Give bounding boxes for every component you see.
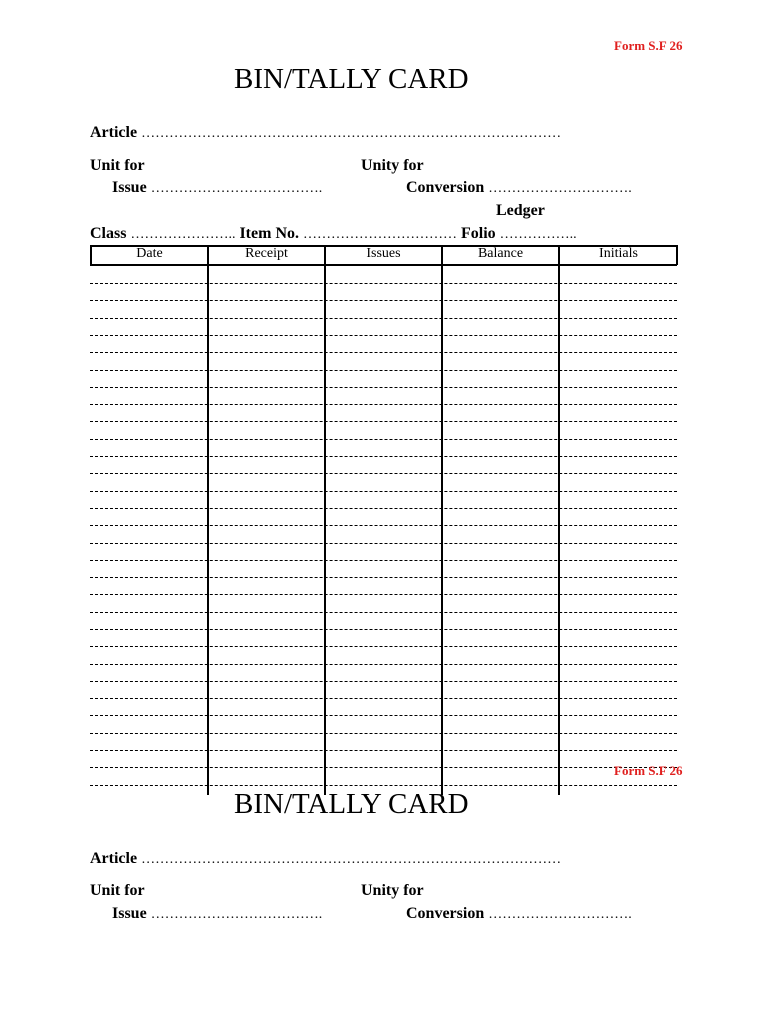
card-title-second: BIN/TALLY CARD	[234, 788, 469, 820]
table-row[interactable]	[90, 577, 677, 578]
article-label: Article	[90, 850, 138, 867]
unity-for-label-second: Unity for	[361, 882, 424, 899]
table-row[interactable]	[90, 491, 677, 492]
issue-field[interactable]: ……………………………….	[150, 181, 323, 196]
article-field[interactable]: ………………………………………………………………………………	[141, 126, 562, 141]
table-row[interactable]	[90, 612, 677, 613]
table-row[interactable]	[90, 387, 677, 388]
class-field[interactable]: …………………..	[130, 227, 236, 242]
issue-row	[112, 179, 322, 197]
table-row[interactable]	[90, 560, 677, 561]
table-row[interactable]	[90, 681, 677, 682]
unit-for-label-second: Unit for	[90, 882, 145, 899]
table-row[interactable]	[90, 404, 677, 405]
table-row[interactable]	[90, 525, 677, 526]
table-row[interactable]	[90, 646, 677, 647]
form-code-second: Form S.F 26	[614, 763, 683, 778]
column-divider	[676, 245, 678, 265]
table-row[interactable]	[90, 785, 677, 786]
column-divider	[90, 245, 92, 265]
issue-field[interactable]: ……………………………….	[150, 907, 323, 922]
table-row[interactable]	[90, 594, 677, 595]
issue-label: Issue	[112, 905, 147, 922]
table-row[interactable]	[90, 508, 677, 509]
issue-label: Issue	[112, 179, 147, 196]
table-row[interactable]	[90, 750, 677, 751]
column-divider	[558, 245, 560, 795]
table-row[interactable]	[90, 715, 677, 716]
table-row[interactable]	[90, 733, 677, 734]
article-row-second	[90, 850, 561, 868]
table-row[interactable]	[90, 767, 677, 768]
ledger-label: Ledger	[496, 202, 545, 219]
column-divider	[441, 245, 443, 795]
table-header-rule	[90, 264, 677, 266]
table-row[interactable]	[90, 698, 677, 699]
table-row[interactable]	[90, 629, 677, 630]
column-header-balance: Balance	[477, 246, 524, 261]
table-row[interactable]	[90, 335, 677, 336]
table-row[interactable]	[90, 300, 677, 301]
conversion-label: Conversion	[406, 179, 485, 196]
table-row[interactable]	[90, 473, 677, 474]
column-divider	[324, 245, 326, 795]
table-row[interactable]	[90, 543, 677, 544]
table-row[interactable]	[90, 664, 677, 665]
conversion-row-second	[406, 905, 632, 923]
item-no-label: Item No.	[239, 225, 299, 242]
folio-field[interactable]: ……………..	[499, 227, 577, 242]
table-row[interactable]	[90, 439, 677, 440]
class-row	[90, 225, 577, 243]
conversion-field[interactable]: ………………………….	[488, 181, 632, 196]
table-row[interactable]	[90, 352, 677, 353]
column-header-issues: Issues	[366, 246, 401, 261]
unity-for-label: Unity for	[361, 157, 424, 174]
conversion-label: Conversion	[406, 905, 485, 922]
item-no-field[interactable]: ……………………………	[303, 227, 457, 242]
table-row[interactable]	[90, 456, 677, 457]
unit-for-label: Unit for	[90, 157, 145, 174]
column-header-date: Date	[136, 246, 163, 261]
article-field[interactable]: ………………………………………………………………………………	[141, 852, 562, 867]
card-title: BIN/TALLY CARD	[234, 63, 469, 95]
class-label: Class	[90, 225, 127, 242]
folio-label: Folio	[461, 225, 496, 242]
table-row[interactable]	[90, 283, 677, 284]
article-label: Article	[90, 124, 138, 141]
issue-row-second	[112, 905, 322, 923]
conversion-row	[406, 179, 632, 197]
article-row	[90, 124, 561, 142]
form-code: Form S.F 26	[614, 38, 683, 53]
column-divider	[207, 245, 209, 795]
table-top-rule	[90, 245, 677, 247]
column-header-receipt: Receipt	[245, 246, 288, 261]
conversion-field[interactable]: ………………………….	[488, 907, 632, 922]
column-header-initials: Initials	[599, 246, 638, 261]
table-row[interactable]	[90, 421, 677, 422]
table-row[interactable]	[90, 318, 677, 319]
table-row[interactable]	[90, 370, 677, 371]
